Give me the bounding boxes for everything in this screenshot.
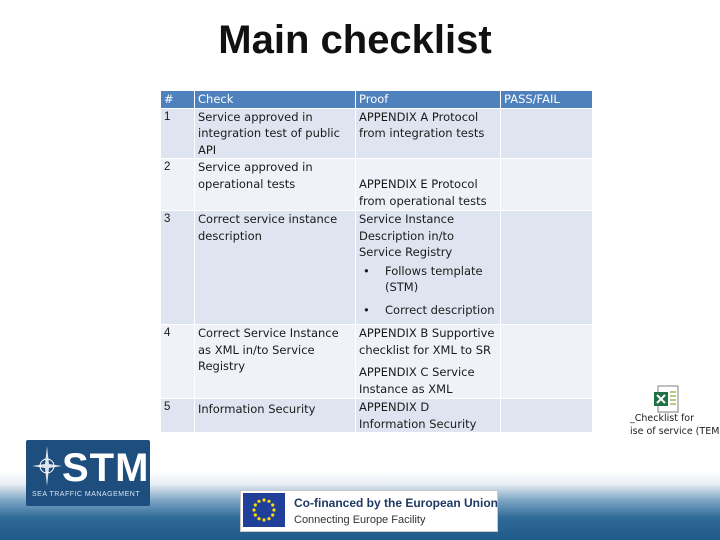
- row-proof: APPENDIX A Protocol from integration tests: [356, 108, 501, 159]
- row-number: 4: [161, 325, 195, 399]
- slide-title: Main checklist: [218, 18, 492, 62]
- row-number: 3: [161, 211, 195, 325]
- row-result: [501, 159, 593, 211]
- row-result: [501, 399, 593, 433]
- checklist-table: [160, 90, 593, 433]
- row-proof-text: APPENDIX B Supportive checklist for XML to SR: [359, 326, 495, 357]
- stm-tagline: SEA TRAFFIC MANAGEMENT: [32, 491, 141, 498]
- stm-logo-text: STM: [62, 446, 150, 490]
- compass-star-icon: [30, 444, 64, 488]
- row-proof: APPENDIX D Information Security: [356, 399, 501, 433]
- row-result: [501, 325, 593, 399]
- attachment-caption-line: _Checklist for: [630, 413, 695, 424]
- row-check-text: Information Security: [198, 402, 316, 416]
- row-result: [501, 211, 593, 325]
- row-check: Correct service instance description: [195, 211, 356, 325]
- row-number: 1: [161, 108, 195, 159]
- row-proof: [356, 211, 501, 325]
- row-check: [195, 399, 356, 433]
- proof-bullet-list: [359, 263, 497, 319]
- header-check: Check: [195, 91, 356, 109]
- row-proof-text-secondary: APPENDIX C Service Instance as XML: [359, 365, 475, 396]
- proof-bullet: • Follows template (STM): [385, 263, 497, 296]
- attachment-caption[interactable]: [630, 412, 720, 438]
- table-row: [161, 211, 593, 325]
- row-number: 2: [161, 159, 195, 211]
- table-row: [161, 108, 593, 159]
- row-check: Correct Service Instance as XML in/to Service Registry: [195, 325, 356, 399]
- header-number: #: [161, 91, 195, 109]
- header-pass-fail: PASS/FAIL: [501, 91, 593, 109]
- eu-facility-text: Connecting Europe Facility: [294, 514, 426, 526]
- row-check: Service approved in operational tests: [195, 159, 356, 211]
- table-row: [161, 325, 593, 399]
- attachment-caption-line: ise of service (TEM: [630, 426, 720, 437]
- eu-cofinance-text: Co-financed by the European Union: [294, 496, 499, 510]
- row-proof: [356, 325, 501, 399]
- row-check: Service approved in integration test of public API: [195, 108, 356, 159]
- row-result: [501, 108, 593, 159]
- row-proof-text: APPENDIX E Protocol from operational tests: [359, 177, 487, 208]
- row-proof: [356, 159, 501, 211]
- table-row: [161, 399, 593, 433]
- excel-file-icon[interactable]: [652, 384, 682, 414]
- eu-flag-icon: [243, 493, 285, 527]
- row-number: 5: [161, 399, 195, 433]
- row-proof-text: Service Instance Description in/to Service Registry: [359, 212, 455, 259]
- header-proof: Proof: [356, 91, 501, 109]
- proof-bullet: • Correct description: [385, 302, 497, 319]
- table-header-row: [161, 91, 593, 109]
- table-row: [161, 159, 593, 211]
